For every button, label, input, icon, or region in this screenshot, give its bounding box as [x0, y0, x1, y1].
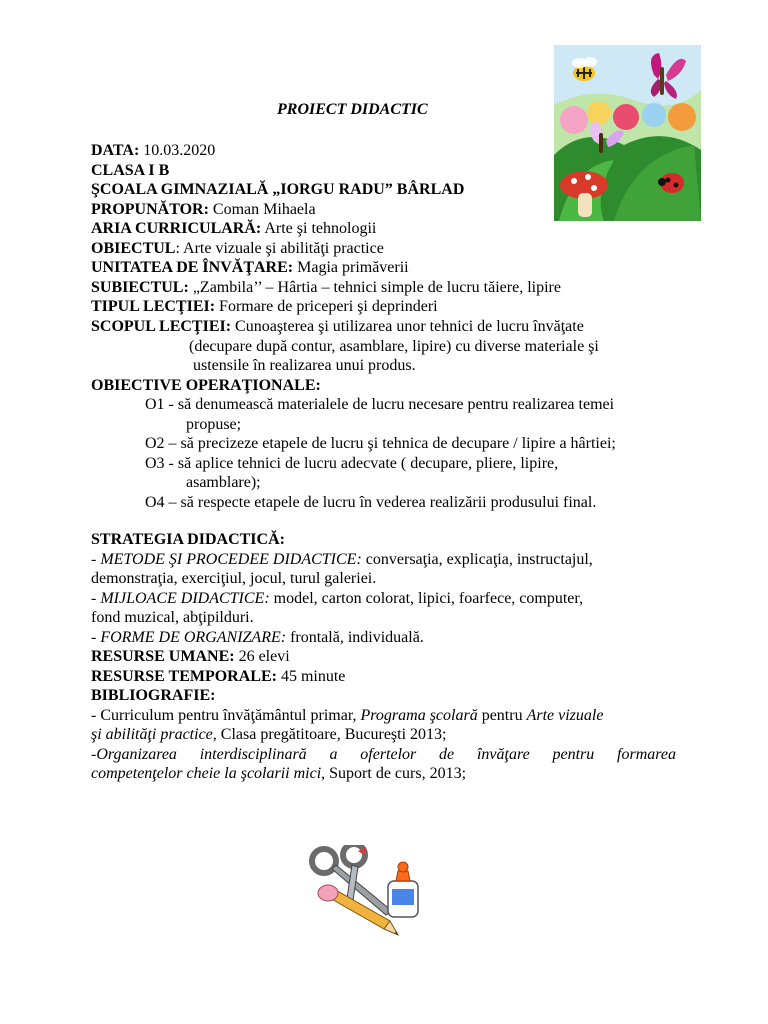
curricular-area-line: [91, 219, 376, 239]
topic-label: SUBIECTUL:: [91, 279, 189, 296]
class-line: [91, 161, 169, 181]
materials-continuation: fond muzical, abţipilduri.: [91, 609, 254, 626]
objective-o3: O3 - să aplice tehnici de lucru adecvate ( decupare, pliere, lipire,: [145, 455, 559, 472]
topic-line: [91, 278, 561, 298]
lesson-goal-value: Cunoaşterea şi utilizarea unor tehnici de lucru învăţate: [231, 318, 584, 335]
organization-label: - FORME DE ORGANIZARE:: [91, 629, 287, 646]
curricular-area-value: Arte şi tehnologii: [261, 220, 377, 237]
bibliography-item-2-continuation: [91, 764, 466, 784]
lesson-type-value: Formare de priceperi şi deprinderi: [215, 298, 438, 315]
objectives-label: OBIECTIVE OPERAŢIONALE:: [91, 377, 321, 394]
bibliography-item-1-continuation: [91, 725, 446, 745]
lesson-type-label: TIPUL LECŢIEI:: [91, 298, 216, 315]
materials-label: - MIJLOACE DIDACTICE:: [91, 590, 270, 607]
school-name: ŞCOALA GIMNAZIALĂ „IORGU RADU” BÂRLAD: [91, 181, 465, 198]
strategy-heading: [91, 530, 285, 550]
proposer-line: [91, 200, 316, 220]
proposer-label: PROPUNĂTOR:: [91, 201, 209, 218]
lesson-goal-continuation-2: ustensile în realizarea unui produs.: [193, 357, 416, 374]
objective-o4: O4 – să respecte etapele de lucru în vederea realizării produsului final.: [145, 494, 597, 511]
lesson-goal-label: SCOPUL LECŢIEI:: [91, 318, 232, 335]
human-resources-line: [91, 647, 290, 667]
bib1-title: Programa şcolară: [360, 707, 478, 724]
date-value: 10.03.2020: [139, 142, 216, 159]
methods-label: - METODE ŞI PROCEDEE DIDACTICE:: [91, 551, 362, 568]
objectives-heading: [91, 376, 321, 396]
objective-o3-continuation: asamblare);: [186, 474, 261, 491]
bib1-text: - Curriculum pentru învăţământul primar,: [91, 707, 361, 724]
bib2-title: -Organizarea interdisciplinară a ofertelor de învăţare pentru formarea: [91, 746, 676, 763]
learning-unit-label: UNITATEA DE ÎNVĂŢARE:: [91, 259, 294, 276]
objective-o2: O2 – să precizeze etapele de lucru şi tehnica de decupare / lipire a hârtiei;: [145, 435, 616, 452]
objective-o1-continuation: propuse;: [186, 416, 242, 433]
class-label: CLASA I B: [91, 162, 170, 179]
bib1-connector: pentru: [477, 707, 527, 724]
curricular-area-label: ARIA CURRICULARĂ:: [91, 220, 262, 237]
page-title: PROIECT DIDACTIC: [277, 101, 428, 118]
bib1-details: , Clasa pregătitoare, Bucureşti 2013;: [212, 726, 447, 743]
lesson-goal-line: [91, 317, 584, 337]
bibliography-heading: [91, 686, 215, 706]
date-line: [91, 141, 215, 161]
subject-line: [91, 239, 384, 259]
objective-o1: O1 - să denumească materialele de lucru necesare pentru realizarea temei: [145, 396, 615, 413]
human-resources-value: 26 elevi: [234, 648, 290, 665]
proposer-value: Coman Mihaela: [208, 201, 316, 218]
methods-line: [91, 550, 593, 570]
date-label: DATA:: [91, 142, 140, 159]
subject-value: : Arte vizuale şi abilităţi practice: [175, 240, 384, 257]
school-line: [91, 180, 464, 200]
learning-unit-line: [91, 258, 409, 278]
organization-line: [91, 628, 424, 648]
bibliography-item-2: [91, 745, 676, 765]
bibliography-item-1: [91, 706, 603, 726]
methods-value: conversaţia, explicaţia, instructajul,: [361, 551, 593, 568]
spring-garden-illustration: [554, 45, 701, 221]
time-resources-line: [91, 667, 345, 687]
bib1-subject-continuation: şi abilităţi practice: [91, 726, 213, 743]
strategy-label: STRATEGIA DIDACTICĂ:: [91, 531, 285, 548]
topic-value: „Zambila’’ – Hârtia – tehnici simple de lucru tăiere, lipire: [188, 279, 561, 296]
materials-line: [91, 589, 583, 609]
subject-label: OBIECTUL: [91, 240, 176, 257]
lesson-type-line: [91, 297, 438, 317]
lesson-goal-continuation: (decupare după contur, asamblare, lipire) cu diverse materiale şi: [189, 338, 599, 355]
bib2-title-continuation: competenţelor cheie la şcolarii mici: [91, 765, 322, 782]
time-resources-value: 45 minute: [276, 668, 346, 685]
bibliography-label: BIBLIOGRAFIE:: [91, 687, 216, 704]
bib2-details: , Suport de curs, 2013;: [321, 765, 467, 782]
craft-supplies-illustration: [306, 845, 438, 941]
methods-continuation: demonstraţia, exerciţiul, jocul, turul galeriei.: [91, 570, 377, 587]
time-resources-label: RESURSE TEMPORALE:: [91, 668, 277, 685]
organization-value: frontală, individuală.: [286, 629, 424, 646]
human-resources-label: RESURSE UMANE:: [91, 648, 235, 665]
bib1-subject: Arte vizuale: [526, 707, 604, 724]
learning-unit-value: Magia primăverii: [293, 259, 409, 276]
materials-value: model, carton colorat, lipici, foarfece, computer,: [269, 590, 584, 607]
